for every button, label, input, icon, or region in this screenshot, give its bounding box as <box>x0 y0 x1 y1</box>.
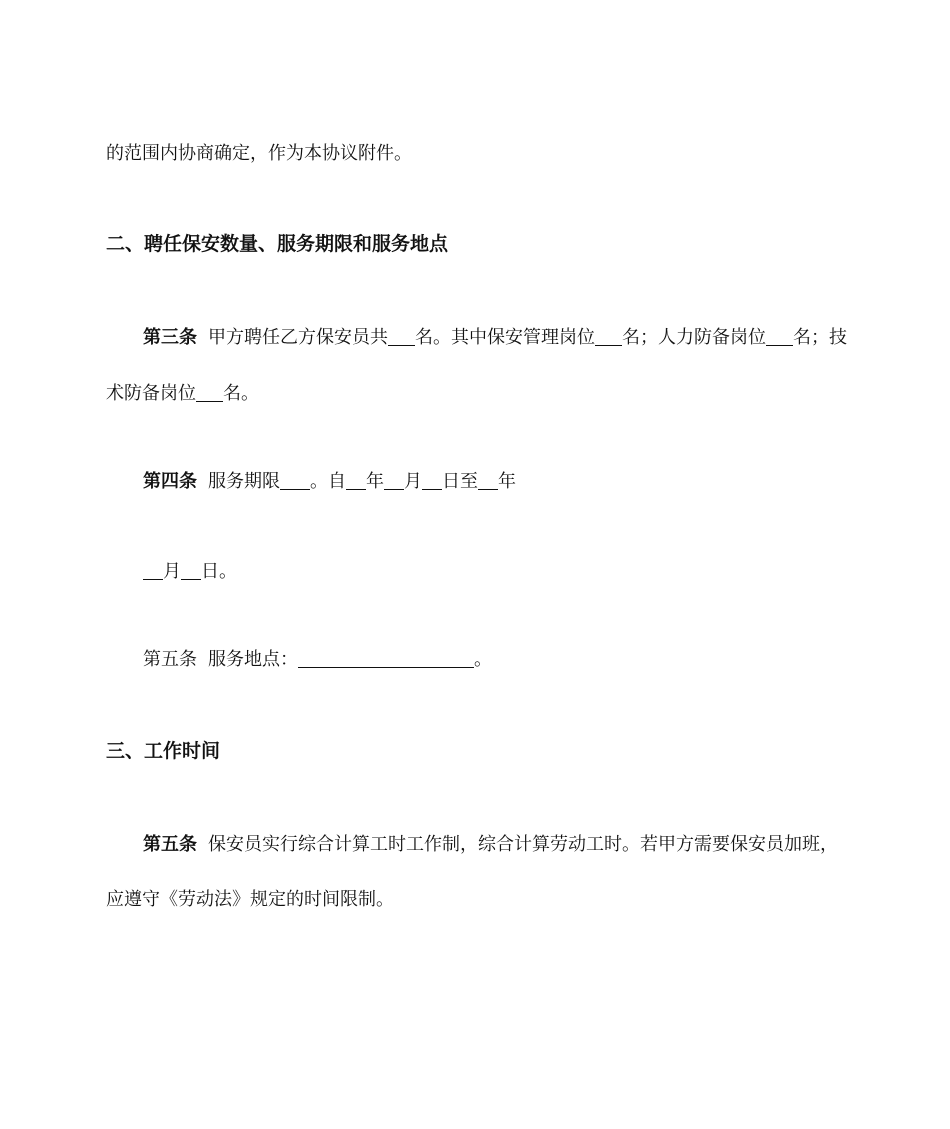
article-3-line-1: 第三条 甲方聘任乙方保安员共 名。其中保安管理岗位 名；人力防备岗位 名；技 <box>143 327 847 348</box>
section-heading-2: 二、聘任保安数量、服务期限和服务地点 <box>106 233 449 255</box>
article-label: 第五条 <box>143 649 197 670</box>
article-4-line-2: 月 日。 <box>143 560 237 584</box>
fill-blank[interactable] <box>766 327 793 346</box>
article-5-working-hours-line-2: 应遵守《劳动法》规定的时间限制。 <box>106 889 394 910</box>
fill-blank[interactable] <box>181 561 201 580</box>
article-3-line-2: 术防备岗位 名。 <box>106 383 259 404</box>
fill-blank[interactable] <box>478 471 498 490</box>
fill-blank[interactable] <box>422 471 442 490</box>
fill-blank[interactable] <box>595 327 622 346</box>
fill-blank[interactable] <box>346 471 366 490</box>
fill-blank[interactable] <box>196 383 223 402</box>
fill-blank[interactable] <box>384 471 404 490</box>
article-label: 第三条 <box>143 327 197 348</box>
fill-blank[interactable] <box>280 471 310 490</box>
article-label: 第五条 <box>143 834 197 855</box>
fill-blank[interactable] <box>298 649 474 668</box>
section-heading-3: 三、工作时间 <box>106 740 221 762</box>
article-5-working-hours-line-1: 第五条 保安员实行综合计算工时工作制，综合计算劳动工时。若甲方需要保安员加班， <box>143 834 838 855</box>
paragraph-continuation: 的范围内协商确定，作为本协议附件。 <box>106 143 412 164</box>
article-4-line-1: 第四条 服务期限 。自 年 月 日至 年 <box>143 471 516 492</box>
article-label: 第四条 <box>143 471 197 492</box>
fill-blank[interactable] <box>388 327 415 346</box>
article-5-service-location: 第五条 服务地点： 。 <box>143 649 492 670</box>
fill-blank[interactable] <box>143 561 163 580</box>
